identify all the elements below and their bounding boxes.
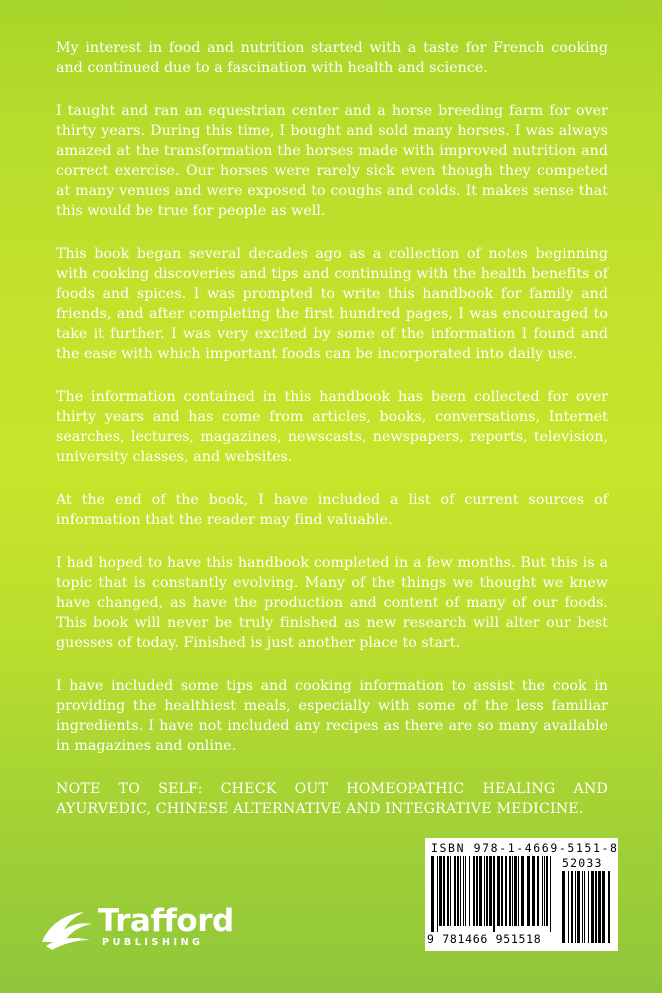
barcode-bar [501,856,503,926]
barcode-bar [542,856,543,926]
paragraph-2: I taught and ran an equestrian center and a horse breeding farm for over thirty years. During this time, I bought and sold many horses. I was always amazed at the transformation the horses made with improved nutrition and correct exercise. Our horses were rarely sick even though they competed at many venues and were exposed to coughs and colds. It makes sense that this would be true for people as well. [56,103,608,219]
barcode-bar [514,856,517,926]
barcode-bar [582,871,583,943]
barcode-bar [595,871,597,943]
paragraph-4: The information contained in this handbook has been collected for over thirty years and has come from articles, books, conversations, Internet searches, lectures, magazines, newscasts, newspapers, reports, television, university classes, and websites. [56,389,608,465]
barcode-bar [484,856,485,926]
back-cover-text [56,38,608,819]
note-to-self: NOTE TO SELF: CHECK OUT HOMEOPATHIC HEALING AND AYURVEDIC, CHINESE ALTERNATIVE AND INTEGRATIVE MEDICINE. [56,781,608,817]
barcode-bar [521,856,524,926]
barcode-bar [571,871,573,943]
addon-barcode-bars [562,871,612,943]
barcode-bar [431,856,434,932]
barcode-bar [568,871,569,943]
barcode-bar [537,856,539,926]
barcode-bar [544,856,545,926]
barcode-bar [447,856,449,926]
paragraph-3: This book began several decades ago as a collection of notes beginning with cooking discoveries and tips and continuing with the health benefits of foods and spices. I was prompted to write this handbook for family and friends, and after completing the first hundred pages, I was encouraged to take it further. I was very excited by some of the information I found and the ease with which important foods can be incorporated into daily use. [56,246,608,362]
barcode-bar [457,856,459,926]
barcode-bar [608,871,610,943]
barcode-bar [489,856,492,926]
publisher-subtitle: PUBLISHING [102,937,204,948]
publisher-logo [38,900,268,960]
barcode-bar [591,871,594,943]
barcode-bar [602,871,605,943]
barcode-bar [443,856,445,926]
barcode-bar [509,856,511,926]
barcode-bar [512,856,513,926]
ean-digits: 9 781466 951518 [427,932,542,946]
barcode-bar [493,856,495,932]
publisher-name: Trafford [98,903,234,939]
paragraph-5: At the end of the book, I have included a list of current sources of information that the reader may find valuable. [56,492,608,528]
barcode-bar [479,856,482,926]
barcode-bar [460,856,461,926]
paragraph-6: I had hoped to have this handbook completed in a few months. But this is a topic that is constantly evolving. Many of the things we thought we knew have changed, as have the production and content of many of our foods. This book will never be truly finished as new research will alter our best guesses of today. Finished is just another place to start. [56,555,608,651]
barcode-bar [437,856,438,932]
barcode-bar [546,856,548,926]
wave-splash-icon [38,902,98,952]
barcode-bar [469,856,470,926]
paragraph-7: I have included some tips and cooking information to assist the cook in providing the healthiest meals, especially with some of the less familiar ingredients. I have not included any recipes as there are so many available in magazines and online. [56,678,608,754]
isbn-barcode [425,838,618,951]
barcode-bar [527,856,530,926]
barcode-bar [454,856,456,926]
barcode-bar [584,871,585,943]
barcode-bar [486,856,488,926]
barcode-bar [577,871,580,943]
barcode-bar [505,856,507,926]
barcode-bar [575,871,576,943]
barcode-bar [550,856,551,932]
barcode-bar [465,856,466,926]
paragraph-1: My interest in food and nutrition started with a taste for French cooking and continued due to a fascination with health and science. [56,40,608,76]
isbn-label: ISBN 978-1-4669-5151-8 [431,841,619,855]
price-code: 52033 [562,856,603,870]
ean-barcode-bars [431,856,555,932]
barcode-bar [497,856,500,926]
barcode-bar [473,856,475,926]
barcode-bar [562,871,565,943]
barcode-bar [518,856,519,926]
barcode-bar [532,856,535,926]
barcode-bar [598,871,601,943]
barcode-bar [450,856,451,926]
barcode-bar [476,856,478,926]
barcode-bar [439,856,442,926]
barcode-bar [463,856,464,926]
barcode-bar [588,871,589,943]
